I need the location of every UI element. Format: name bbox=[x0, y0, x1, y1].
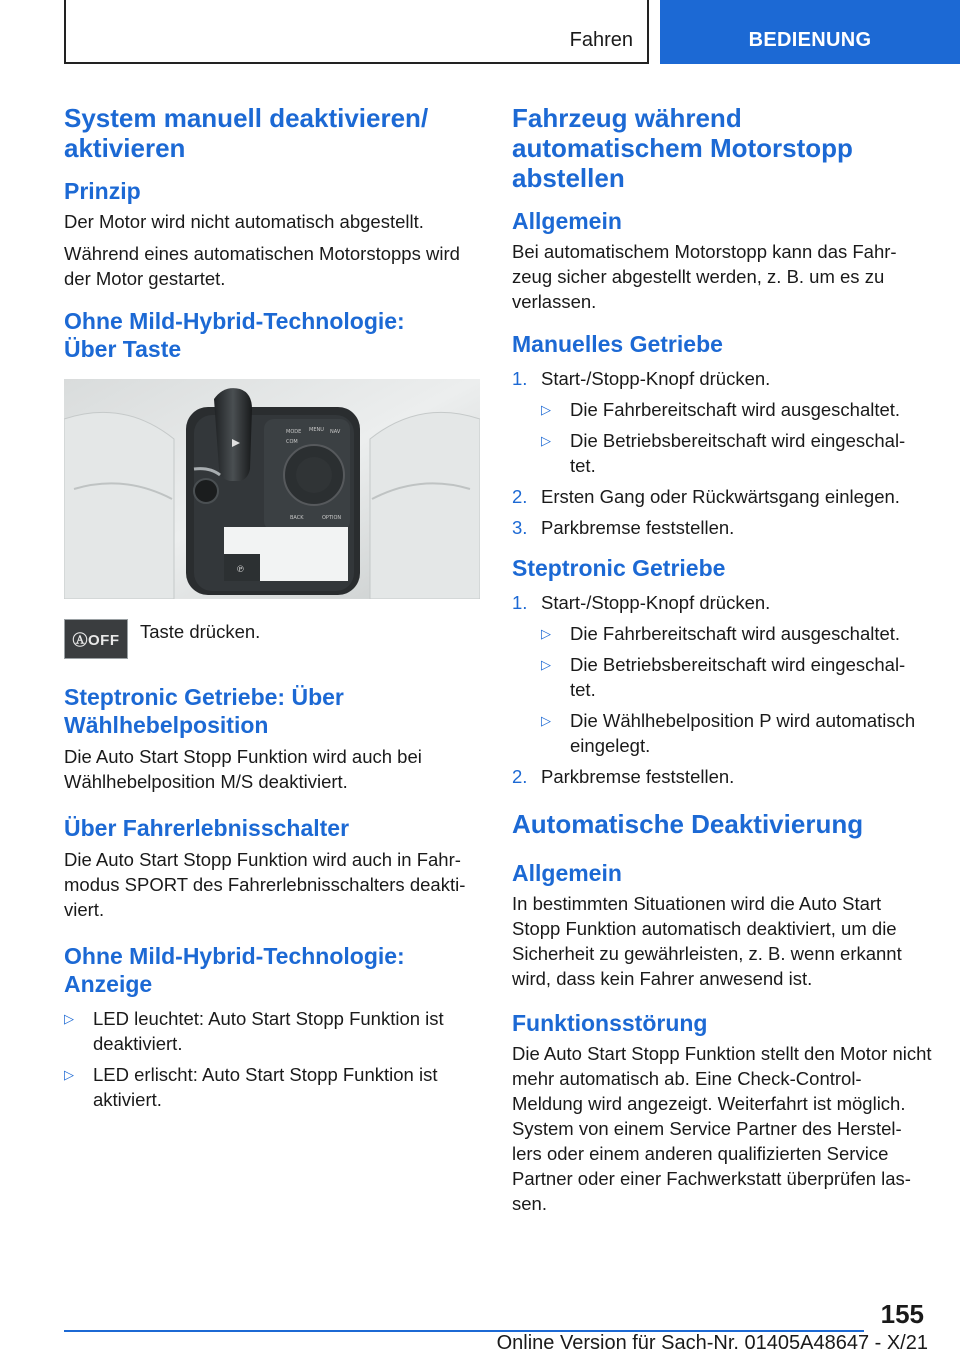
anzeige-item-text: LED erlischt: Auto Start Stopp Funktion ist aktiviert. bbox=[93, 1064, 438, 1110]
footer-line: Online Version für Sach-Nr. 01405A48647 - X/21 bbox=[496, 1332, 928, 1354]
list-item bbox=[541, 428, 932, 478]
heading-ueber-taste: Ohne Mild-Hybrid-Technologie: Über Taste bbox=[64, 308, 405, 362]
substep-text: Die Betriebsbereitschaft wird eingeschal- tet. bbox=[570, 430, 906, 476]
prinzip-text-1: Der Motor wird nicht automatisch abgestellt. bbox=[64, 211, 424, 232]
heading-allgemein-2: Allgemein bbox=[512, 860, 622, 886]
console-photo bbox=[64, 379, 480, 599]
triangle-bullet-icon: ▷ bbox=[64, 1067, 74, 1082]
photo-label-option: OPTION bbox=[322, 515, 342, 521]
list-item bbox=[64, 1006, 482, 1056]
list-item bbox=[512, 764, 932, 789]
step-number: 2. bbox=[512, 486, 528, 507]
prinzip-text-2: Während eines automatischen Motorstopps wird der Motor gestartet. bbox=[64, 243, 460, 289]
substep-text: Die Wählhebelposition P wird automatisch eingelegt. bbox=[570, 710, 916, 756]
step-text: Parkbremse feststellen. bbox=[541, 766, 735, 787]
page-number: 155 bbox=[880, 1299, 924, 1329]
list-item bbox=[512, 590, 932, 615]
heading-system-manuell: System manuell deaktivieren/ aktivieren bbox=[64, 103, 429, 163]
heading-allgemein-1: Allgemein bbox=[512, 208, 622, 234]
steptronic-steps bbox=[512, 590, 932, 789]
header-chapter-box bbox=[660, 0, 960, 64]
step-text: Ersten Gang oder Rückwärtsgang einlegen. bbox=[541, 486, 900, 507]
allgemein-text-1: Bei automatischem Motorstopp kann das Fahr- zeug sicher abgestellt werden, z. B. um es zu verlassen. bbox=[512, 241, 897, 312]
substep-text: Die Fahrbereitschaft wird ausgeschaltet. bbox=[570, 399, 901, 420]
steptronic-substeps bbox=[541, 621, 932, 758]
heading-prinzip: Prinzip bbox=[64, 178, 141, 204]
step-text: Parkbremse feststellen. bbox=[541, 517, 735, 538]
step-number: 1. bbox=[512, 368, 528, 389]
header-section-label: Fahren bbox=[569, 29, 633, 51]
photo-label-mode: MODE bbox=[286, 429, 302, 435]
funktionsstoerung-text: Die Auto Start Stopp Funktion stellt den Motor nicht mehr automatisch ab. Eine Check-Control- Meldung wird angezeigt. Weiterfahrt ist möglich. System von einem Service Partner des Herstel- lers oder einem anderen qualifizierten Service Partner oder einer Fachwerkstatt überprüfen las- sen. bbox=[512, 1043, 932, 1214]
list-item bbox=[512, 484, 932, 509]
manuell-substeps bbox=[541, 397, 932, 478]
header-section-box bbox=[64, 0, 649, 64]
left-column bbox=[64, 103, 482, 1118]
heading-manuelles-getriebe: Manuelles Getriebe bbox=[512, 331, 723, 357]
triangle-bullet-icon: ▷ bbox=[541, 402, 551, 417]
step-number: 3. bbox=[512, 517, 528, 538]
heading-funktionsstoerung: Funktionsstörung bbox=[512, 1010, 708, 1036]
triangle-bullet-icon: ▷ bbox=[541, 626, 551, 641]
right-column bbox=[512, 103, 932, 1216]
heading-fahrerlebnisschalter: Über Fahrerlebnisschalter bbox=[64, 815, 350, 841]
heading-fahrzeug-abstellen: Fahrzeug während automatischem Motorstopp abstellen bbox=[512, 103, 853, 193]
heading-automatische-deaktivierung: Automatische Deaktivierung bbox=[512, 809, 864, 839]
photo-label-menu: MENU bbox=[309, 427, 324, 433]
step-text: Start-/Stopp-Knopf drücken. bbox=[541, 592, 771, 613]
list-item bbox=[541, 397, 932, 422]
heading-steptronic-waehlhebel: Steptronic Getriebe: Über Wählhebelposition bbox=[64, 684, 344, 738]
taste-row bbox=[64, 619, 482, 659]
list-item bbox=[541, 708, 932, 758]
step-text: Start-/Stopp-Knopf drücken. bbox=[541, 368, 771, 389]
svg-text:℗: ℗ bbox=[236, 565, 245, 575]
taste-text: Taste drücken. bbox=[140, 621, 261, 642]
anzeige-item-text: LED leuchtet: Auto Start Stopp Funktion ist deaktiviert. bbox=[93, 1008, 444, 1054]
list-item bbox=[512, 515, 932, 540]
step-number: 1. bbox=[512, 592, 528, 613]
photo-label-com: COM bbox=[286, 439, 298, 445]
triangle-bullet-icon: ▷ bbox=[64, 1011, 74, 1026]
auto-start-stop-off-icon bbox=[64, 619, 128, 659]
list-item bbox=[64, 1062, 482, 1112]
triangle-bullet-icon: ▷ bbox=[541, 713, 551, 728]
photo-label-back: BACK bbox=[290, 515, 304, 521]
triangle-bullet-icon: ▷ bbox=[541, 657, 551, 672]
photo-label-nav: NAV bbox=[330, 429, 341, 435]
list-item bbox=[541, 652, 932, 702]
triangle-bullet-icon: ▷ bbox=[541, 433, 551, 448]
header-chapter-label: BEDIENUNG bbox=[748, 29, 872, 51]
heading-anzeige: Ohne Mild-Hybrid-Technologie: Anzeige bbox=[64, 943, 405, 997]
substep-text: Die Betriebsbereitschaft wird eingeschal- tet. bbox=[570, 654, 906, 700]
allgemein-text-2: In bestimmten Situationen wird die Auto Start Stopp Funktion automatisch deaktiviert, um die Sicherheit zu gewährleisten, z. B. wenn erkannt wird, dass kein Fahrer anwesend ist. bbox=[512, 893, 902, 989]
substep-text: Die Fahrbereitschaft wird ausgeschaltet. bbox=[570, 623, 901, 644]
auto-start-stop-off-icon-label: ⒶOFF bbox=[72, 631, 120, 649]
heading-steptronic-getriebe: Steptronic Getriebe bbox=[512, 555, 726, 581]
step-number: 2. bbox=[512, 766, 528, 787]
manuell-steps bbox=[512, 366, 932, 540]
anzeige-list bbox=[64, 1006, 482, 1112]
list-item bbox=[541, 621, 932, 646]
list-item bbox=[512, 366, 932, 391]
steptronic-text: Die Auto Start Stopp Funktion wird auch bei Wählhebelposition M/S deaktiviert. bbox=[64, 746, 422, 792]
fahrerlebnis-text: Die Auto Start Stopp Funktion wird auch in Fahr- modus SPORT des Fahrerlebnisschalters deakti- viert. bbox=[64, 849, 466, 920]
